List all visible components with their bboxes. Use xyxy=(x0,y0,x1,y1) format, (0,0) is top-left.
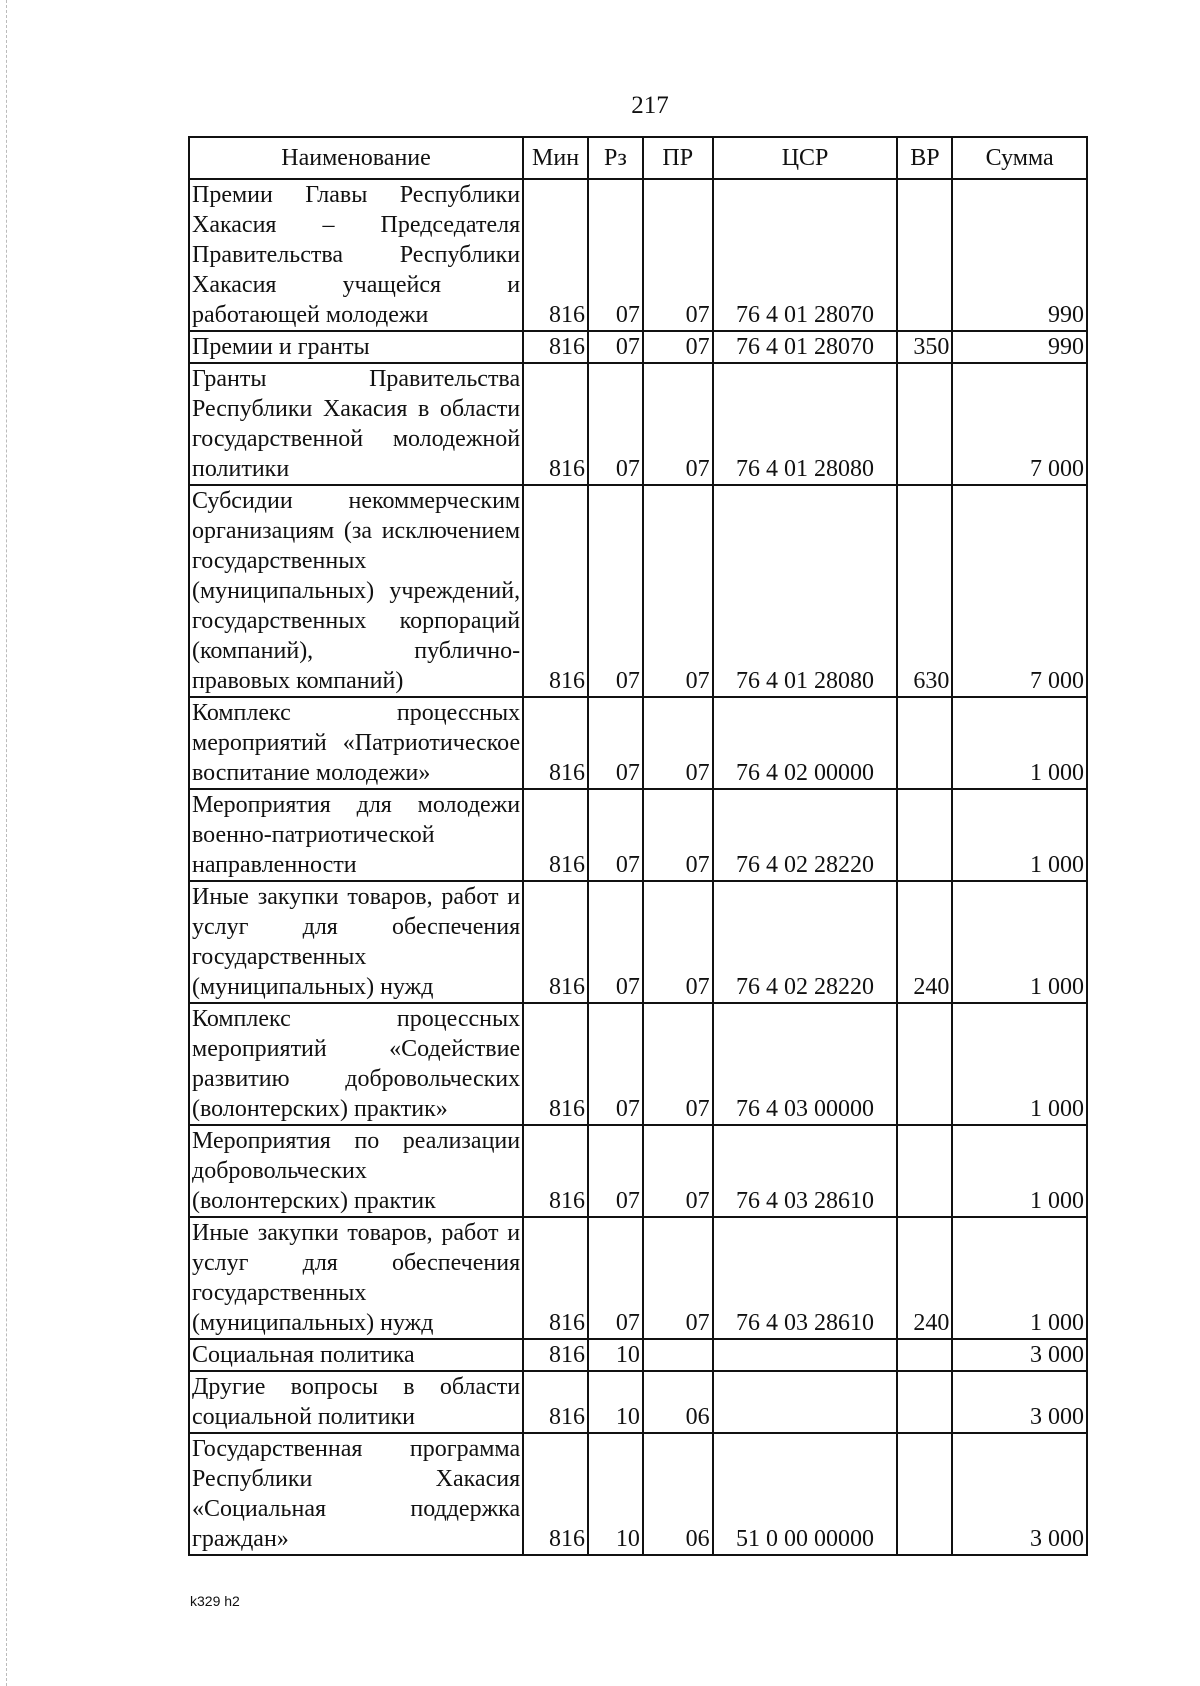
table-body xyxy=(189,179,1087,1555)
cell-rz: 07 xyxy=(588,179,643,331)
cell-name: Государственная программа Республики Хакасия «Социальная поддержка граждан» xyxy=(189,1433,523,1555)
cell-sum: 7 000 xyxy=(952,485,1087,697)
cell-vr xyxy=(897,1003,952,1125)
cell-csr xyxy=(713,1371,898,1433)
cell-rz: 07 xyxy=(588,485,643,697)
table-row xyxy=(189,789,1087,881)
cell-name: Премии Главы Республики Хакасия – Председателя Правительства Республики Хакасия учащейся и работающей молодежи xyxy=(189,179,523,331)
header-vr: ВР xyxy=(897,137,952,179)
cell-rz: 07 xyxy=(588,363,643,485)
cell-pr: 07 xyxy=(643,179,713,331)
cell-name: Другие вопросы в области социальной политики xyxy=(189,1371,523,1433)
cell-pr: 06 xyxy=(643,1371,713,1433)
header-sum: Сумма xyxy=(952,137,1087,179)
table-row xyxy=(189,1125,1087,1217)
table-row xyxy=(189,697,1087,789)
cell-pr: 07 xyxy=(643,331,713,363)
cell-sum: 1 000 xyxy=(952,1003,1087,1125)
cell-csr: 76 4 02 28220 xyxy=(713,881,898,1003)
cell-sum: 1 000 xyxy=(952,1217,1087,1339)
table-row xyxy=(189,179,1087,331)
cell-vr xyxy=(897,789,952,881)
cell-min: 816 xyxy=(523,789,588,881)
table-row xyxy=(189,1217,1087,1339)
cell-vr: 240 xyxy=(897,881,952,1003)
header-name: Наименование xyxy=(189,137,523,179)
cell-csr: 76 4 01 28080 xyxy=(713,485,898,697)
cell-vr xyxy=(897,1339,952,1371)
cell-rz: 07 xyxy=(588,331,643,363)
cell-sum: 3 000 xyxy=(952,1371,1087,1433)
cell-vr xyxy=(897,1433,952,1555)
cell-name: Мероприятия по реализации добровольческих (волонтерских) практик xyxy=(189,1125,523,1217)
cell-sum: 3 000 xyxy=(952,1433,1087,1555)
cell-csr: 76 4 01 28070 xyxy=(713,179,898,331)
cell-min: 816 xyxy=(523,1217,588,1339)
header-csr: ЦСР xyxy=(713,137,898,179)
cell-pr xyxy=(643,1339,713,1371)
header-min: Мин xyxy=(523,137,588,179)
cell-name: Социальная политика xyxy=(189,1339,523,1371)
cell-min: 816 xyxy=(523,1125,588,1217)
cell-pr: 07 xyxy=(643,697,713,789)
cell-min: 816 xyxy=(523,881,588,1003)
cell-csr: 76 4 01 28070 xyxy=(713,331,898,363)
cell-sum: 1 000 xyxy=(952,1125,1087,1217)
cell-csr: 76 4 03 28610 xyxy=(713,1217,898,1339)
cell-sum: 1 000 xyxy=(952,789,1087,881)
cell-vr: 350 xyxy=(897,331,952,363)
cell-pr: 06 xyxy=(643,1433,713,1555)
table-header-row xyxy=(189,137,1087,179)
cell-rz: 07 xyxy=(588,1003,643,1125)
cell-pr: 07 xyxy=(643,789,713,881)
page-number: 217 xyxy=(631,92,669,119)
cell-name: Иные закупки товаров, работ и услуг для обеспечения государственных (муниципальных) нужд xyxy=(189,881,523,1003)
cell-pr: 07 xyxy=(643,1217,713,1339)
cell-min: 816 xyxy=(523,485,588,697)
cell-csr: 76 4 03 00000 xyxy=(713,1003,898,1125)
cell-rz: 10 xyxy=(588,1433,643,1555)
cell-min: 816 xyxy=(523,1433,588,1555)
table-row xyxy=(189,331,1087,363)
cell-sum: 1 000 xyxy=(952,881,1087,1003)
cell-pr: 07 xyxy=(643,1125,713,1217)
cell-min: 816 xyxy=(523,1339,588,1371)
cell-pr: 07 xyxy=(643,1003,713,1125)
cell-name: Комплекс процессных мероприятий «Патриотическое воспитание молодежи» xyxy=(189,697,523,789)
header-pr: ПР xyxy=(643,137,713,179)
cell-sum: 990 xyxy=(952,331,1087,363)
cell-min: 816 xyxy=(523,179,588,331)
cell-vr xyxy=(897,1371,952,1433)
cell-csr: 76 4 01 28080 xyxy=(713,363,898,485)
cell-vr xyxy=(897,697,952,789)
cell-pr: 07 xyxy=(643,485,713,697)
table-row xyxy=(189,363,1087,485)
cell-csr: 51 0 00 00000 xyxy=(713,1433,898,1555)
cell-name: Гранты Правительства Республики Хакасия в области государственной молодежной политики xyxy=(189,363,523,485)
cell-rz: 07 xyxy=(588,697,643,789)
footer-document-code: k329 h2 xyxy=(190,1593,240,1609)
cell-rz: 07 xyxy=(588,1125,643,1217)
cell-pr: 07 xyxy=(643,881,713,1003)
cell-name: Иные закупки товаров, работ и услуг для обеспечения государственных (муниципальных) нужд xyxy=(189,1217,523,1339)
cell-csr: 76 4 02 28220 xyxy=(713,789,898,881)
cell-rz: 07 xyxy=(588,789,643,881)
table-row xyxy=(189,1003,1087,1125)
cell-min: 816 xyxy=(523,1003,588,1125)
cell-name: Комплекс процессных мероприятий «Содействие развитию добровольческих (волонтерских) практик» xyxy=(189,1003,523,1125)
cell-min: 816 xyxy=(523,363,588,485)
cell-name: Премии и гранты xyxy=(189,331,523,363)
cell-vr xyxy=(897,363,952,485)
cell-sum: 1 000 xyxy=(952,697,1087,789)
table-row xyxy=(189,1433,1087,1555)
cell-sum: 3 000 xyxy=(952,1339,1087,1371)
cell-rz: 10 xyxy=(588,1339,643,1371)
table-row xyxy=(189,881,1087,1003)
table-row xyxy=(189,1371,1087,1433)
cell-rz: 07 xyxy=(588,881,643,1003)
table-row xyxy=(189,1339,1087,1371)
cell-name: Мероприятия для молодежи военно-патриотической направленности xyxy=(189,789,523,881)
cell-min: 816 xyxy=(523,331,588,363)
cell-rz: 07 xyxy=(588,1217,643,1339)
cell-min: 816 xyxy=(523,697,588,789)
cell-vr xyxy=(897,1125,952,1217)
cell-sum: 7 000 xyxy=(952,363,1087,485)
cell-sum: 990 xyxy=(952,179,1087,331)
cell-vr xyxy=(897,179,952,331)
cell-min: 816 xyxy=(523,1371,588,1433)
cell-name: Субсидии некоммерческим организациям (за исключением государственных (муниципальных) учреждений, государственных корпораций (компаний), публично-правовых компаний) xyxy=(189,485,523,697)
cell-rz: 10 xyxy=(588,1371,643,1433)
cell-pr: 07 xyxy=(643,363,713,485)
cell-csr: 76 4 03 28610 xyxy=(713,1125,898,1217)
cell-vr: 630 xyxy=(897,485,952,697)
header-rz: Рз xyxy=(588,137,643,179)
cell-csr xyxy=(713,1339,898,1371)
cell-csr: 76 4 02 00000 xyxy=(713,697,898,789)
cell-vr: 240 xyxy=(897,1217,952,1339)
scan-margin-line xyxy=(6,0,7,1686)
budget-table xyxy=(188,136,1088,1556)
table-row xyxy=(189,485,1087,697)
